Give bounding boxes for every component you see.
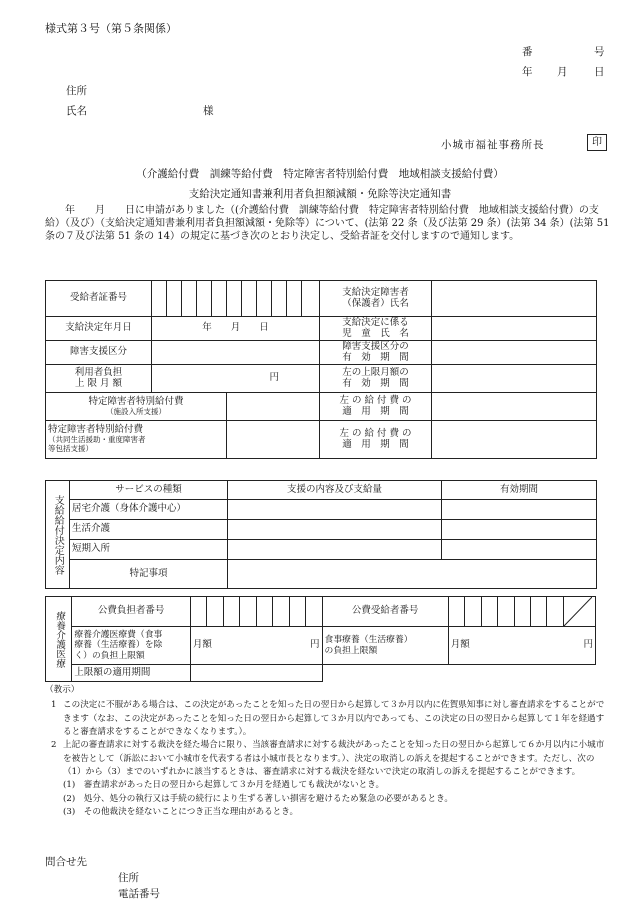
note-sub-2: (2) 処分、処分の執行又は手続の続行により生ずる著しい損害を避けるため緊急の必要があるとき。	[63, 793, 453, 804]
col-service-type: サービスの種類	[70, 481, 228, 500]
ban-label: 番	[522, 46, 533, 58]
service-side-label: 支給給付決定内容	[46, 481, 70, 589]
digit-cell	[256, 597, 272, 627]
digit-cell	[257, 281, 272, 317]
support-class-label: 障害支援区分	[46, 341, 152, 365]
digit-cell	[190, 597, 206, 627]
col-valid-period: 有効期間	[442, 481, 597, 500]
recipient-no-label: 受給者証番号	[46, 281, 152, 317]
col-content: 支援の内容及び支給量	[228, 481, 442, 500]
digit-cell	[182, 281, 197, 317]
guardian-name-label: 支給決定障害者 （保護者）氏名	[320, 281, 432, 317]
digit-cell	[498, 597, 514, 627]
digit-cell	[240, 597, 256, 627]
seal-box: 印	[587, 134, 607, 151]
medical-side-label: 療養介護医療	[46, 597, 72, 682]
issuer: 小城市福祉事務所長	[441, 139, 545, 151]
digit-cell	[152, 281, 167, 317]
sama-label: 様	[203, 105, 214, 117]
burden-limit-yen: 円	[152, 365, 320, 393]
decision-date-value: 年 月 日	[152, 317, 320, 341]
decision-table	[45, 280, 597, 459]
child-name-label: 支給決定に係る 児 童 氏 名	[320, 317, 432, 341]
digit-cell	[531, 597, 547, 627]
limit-period-label: 上限額の適用期間	[72, 665, 191, 682]
digit-cell	[465, 597, 481, 627]
burden-limit-label: 利用者負担 上 限 月 額	[46, 365, 152, 393]
special-benefit-1-label: 特定障害者特別給付費 （施設入所支援）	[46, 393, 227, 421]
body-text: 年 月 日に申請がありました（(介護給付費 訓練等給付費 特定障害者特別給付費 地域相談支援給付費）の支給）（及び）（支給決定通知書兼利用者負担額減額・免除等）について、(法第 22 条（及び法第 29 条）(法第 34 条）(法第 51 条の７及び法第 51 条の 14）の規定に基づき次のとおり決定し、受給者証を交付しますので通知します。	[45, 205, 610, 242]
payer-no-label: 公費負担者番号	[72, 597, 191, 627]
digit-cell	[514, 597, 530, 627]
note-2: 上記の審査請求に対する裁決を経た場合に限り、当該審査請求に対する裁決があったことを知った日の翌日から起算して６か月以内に小城市を被告として（訴訟において小城市を代表する者は小城市長となります。）、決定の取消しの訴えを提起することができます。ただし、次の（1）から（3）までのいずれかに該当するときは、審査請求に対する裁決を経ないで決定の取消しの訴えを提起することができます。	[63, 740, 605, 777]
service-row: 居宅介護（身体介護中心）	[70, 500, 228, 520]
medical-cost-label: 療養介護医療費（食事 療養（生活療養）を除 く）の負担上限額	[72, 627, 191, 665]
digit-cell	[547, 597, 563, 627]
remarks-label: 特記事項	[70, 560, 228, 589]
decision-date-label: 支給決定年月日	[46, 317, 152, 341]
form-number: 様式第３号（第５条関係）	[45, 22, 177, 35]
digit-cell	[306, 597, 322, 627]
left-limit-valid-label: 左の上限月額の 有 効 期 間	[320, 365, 432, 393]
month-label: 月	[557, 66, 568, 78]
contact-heading: 問合せ先	[45, 856, 87, 868]
digit-cell	[212, 281, 227, 317]
service-table	[45, 480, 597, 589]
digit-cell	[273, 597, 289, 627]
digit-cell	[227, 281, 242, 317]
diagonal-cell	[563, 597, 595, 627]
digit-cell	[272, 281, 287, 317]
day-label: 日	[594, 66, 605, 78]
public-recipient-no-label: 公費受給者番号	[322, 597, 448, 627]
go-label: 号	[594, 46, 605, 58]
apply-period-1-label: 左 の 給 付 費 の 適 用 期 間	[320, 393, 432, 421]
name-label: 氏名	[66, 105, 87, 117]
note-1: この決定に不服がある場合は、この決定があったことを知った日の翌日から起算して３か月以内に佐賀県知事に対し審査請求をすることができます（なお、この決定があったことを知った日の翌日から起算して３か月以内であっても、この決定の日の翌日から起算して１年を経過すると審査請求をすることができなくなります。）。	[63, 700, 605, 737]
digit-cell	[242, 281, 257, 317]
service-row: 短期入所	[70, 540, 228, 560]
notes-section: （教示） 1 この決定に不服がある場合は、この決定があったことを知った日の翌日から起算して３か月以内に佐賀県知事に対し審査請求をすることができます（なお、この決定があったことを知った日の翌日から起算して３か月以内であっても、この決定の日の翌日から起算して１年を経過すると審査請求をすることができなくなります。）。 2 上記の審査請求に対する裁決を経た場合に限り、当該審査請求に対する裁決があったことを知った日の翌日から起算して６か月以内に小城市を被告として（訴訟において小城市を代表する者は小城市長となります。）、決定の取消しの訴えを提起することができます。ただし、次の（1）から（3）までのいずれかに該当するときは、審査請求に対する裁決を経ないで決定の取消しの訴えを提起することができます。 (1) 審査請求があった日の翌日から起算して３か月を経過しても裁決がないとき。 (2) 処分、処分の執行又は手続の続行により生ずる著しい損害を避けるため緊急の必要があるとき。 (3) その他裁決を経ないことにつき正当な理由があるとき。	[45, 684, 610, 819]
digit-cell	[287, 281, 302, 317]
digit-cell	[197, 281, 212, 317]
digit-cell	[223, 597, 239, 627]
note-sub-3: (3) その他裁決を経ないことにつき正当な理由があるとき。	[63, 806, 299, 817]
note-sub-1: (1) 審査請求があった日の翌日から起算して３か月を経過しても裁決がないとき。	[63, 780, 385, 791]
page-title: 支給決定通知書兼利用者負担額減額・免除等決定通知書	[188, 188, 452, 200]
support-valid-label: 障害支援区分の 有 効 期 間	[320, 341, 432, 365]
service-row: 生活介護	[70, 520, 228, 540]
contact-address: 住所	[118, 872, 139, 884]
notes-heading: （教示）	[45, 685, 80, 695]
medical-table	[45, 596, 596, 682]
meal-cost-label: 食事療養（生活療養） の負担上限額	[322, 627, 448, 665]
guardian-name-value	[432, 281, 597, 317]
digit-cell	[289, 597, 305, 627]
year-label: 年	[522, 66, 533, 78]
digit-cell	[481, 597, 497, 627]
digit-cell	[207, 597, 223, 627]
digit-cell	[448, 597, 464, 627]
meal-monthly-cell: 月額 円	[448, 627, 595, 665]
special-benefit-2-label: 特定障害者特別給付費 （共同生活援助・重度障害者 等包括支援）	[46, 421, 227, 459]
address-label: 住所	[66, 85, 87, 97]
medical-monthly-cell: 月額 円	[190, 627, 322, 665]
apply-period-2-label: 左 の 給 付 費 の 適 用 期 間	[320, 421, 432, 459]
contact-phone: 電話番号	[118, 888, 160, 900]
subtitle: （介護給付費 訓練等給付費 特定障害者特別給付費 地域相談支援給付費）	[136, 168, 504, 180]
digit-cell	[167, 281, 182, 317]
